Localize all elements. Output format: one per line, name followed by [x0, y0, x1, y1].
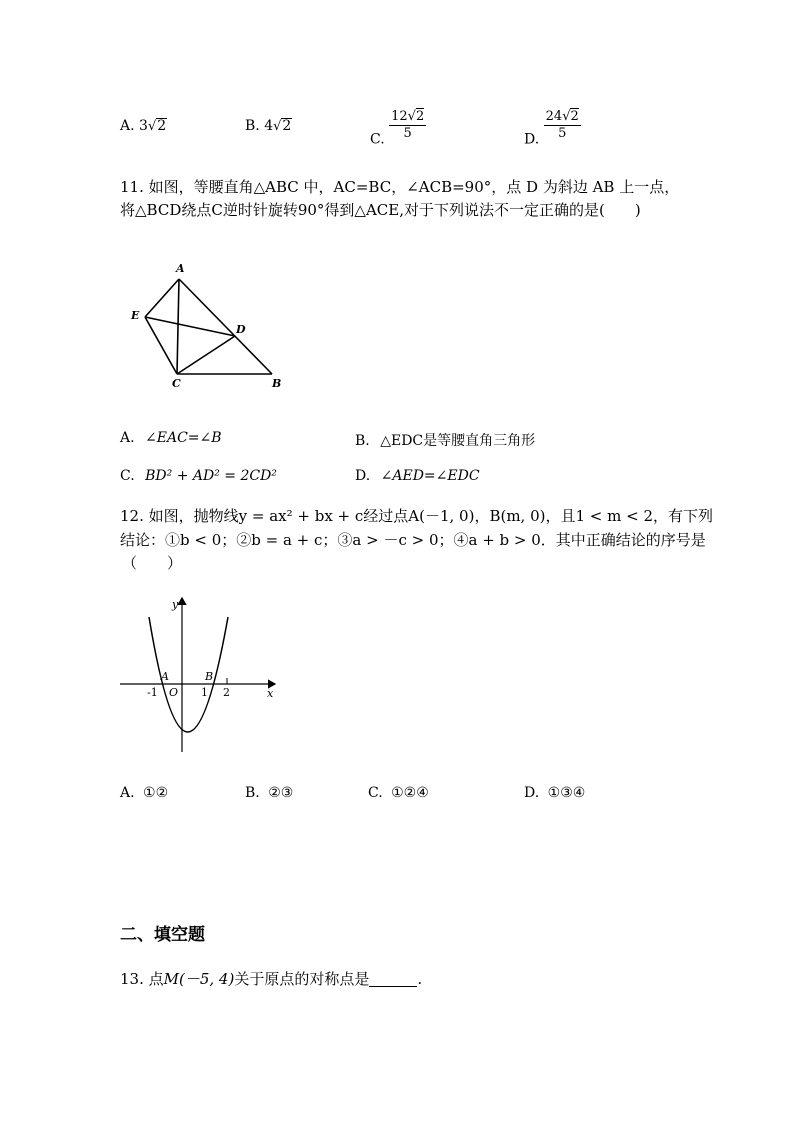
q10-option-b — [245, 118, 292, 134]
label-e: E — [131, 309, 140, 322]
radical-expression: 4√2 — [264, 118, 292, 134]
q12-parabola-figure — [115, 592, 285, 762]
label-one: 1 — [201, 686, 208, 699]
q12-option-d: D. ①③④ — [524, 785, 586, 801]
label-two: 2 — [223, 686, 230, 699]
label-d: D — [236, 323, 246, 336]
fraction: $\frac{12√2}{5}$ — [391, 109, 425, 141]
q11-option-c: C. BD² + AD² = 2CD² — [120, 468, 277, 484]
q12-option-b: B. ②③ — [245, 785, 294, 801]
q11-option-d: D. ∠AED=∠EDC — [355, 468, 480, 484]
q11-option-b: B. △EDC是等腰直角三角形 — [355, 433, 536, 449]
option-letter: C. — [370, 131, 385, 148]
label-a: A — [176, 262, 185, 275]
label-neg-one: -1 — [147, 686, 158, 699]
q10-option-c — [370, 110, 426, 148]
q12-line-3: （ ） — [122, 554, 183, 572]
q10-option-d — [524, 110, 581, 148]
option-letter: A. — [120, 118, 135, 134]
segment-AE — [145, 279, 179, 317]
label-b: B — [272, 377, 282, 390]
q12-option-a: A. ①② — [120, 785, 169, 801]
q10-option-a — [120, 118, 167, 134]
q12-line-1: 12. 如图，抛物线y = ax² + bx + c经过点A(－1, 0)，B(m, 0)，且1 < m < 2，有下列 — [120, 507, 713, 525]
q13-line: 13. 点M(－5, 4)关于原点的对称点是 . — [120, 970, 423, 988]
q12-line-2: 结论：①b < 0；②b = a + c；③a > －c > 0；④a + b > 0．其中正确结论的序号是 — [120, 531, 706, 549]
section-heading: 二、填空题 — [120, 925, 205, 945]
q11-option-a: A. ∠EAC=∠B — [120, 430, 222, 446]
label-b: B — [205, 670, 214, 683]
q12-option-c: C. ①②④ — [368, 785, 429, 801]
segment-ED — [145, 317, 235, 336]
segment-AC — [177, 279, 179, 374]
label-a: A — [161, 670, 169, 683]
label-c: C — [172, 377, 181, 390]
label-origin: O — [169, 686, 179, 699]
fraction: $\frac{24√2}{5}$ — [545, 109, 579, 141]
radical-expression: 3√2 — [139, 118, 167, 134]
q11-line-1: 11. 如图，等腰直角△ABC 中，AC=BC，∠ACB=90°，点 D 为斜边 AB 上一点， — [120, 178, 680, 196]
segment-CD — [177, 336, 235, 374]
label-y: y — [172, 598, 179, 611]
answer-blank[interactable] — [369, 970, 417, 987]
q11-triangle-figure — [120, 255, 300, 395]
q11-line-2: 将△BCD绕点C逆时针旋转90°得到△ACE,对于下列说法不一定正确的是( ) — [120, 201, 641, 219]
segment-EC — [145, 317, 177, 374]
option-letter: B. — [245, 118, 260, 134]
label-x: x — [267, 687, 274, 700]
option-letter: D. — [524, 131, 540, 148]
